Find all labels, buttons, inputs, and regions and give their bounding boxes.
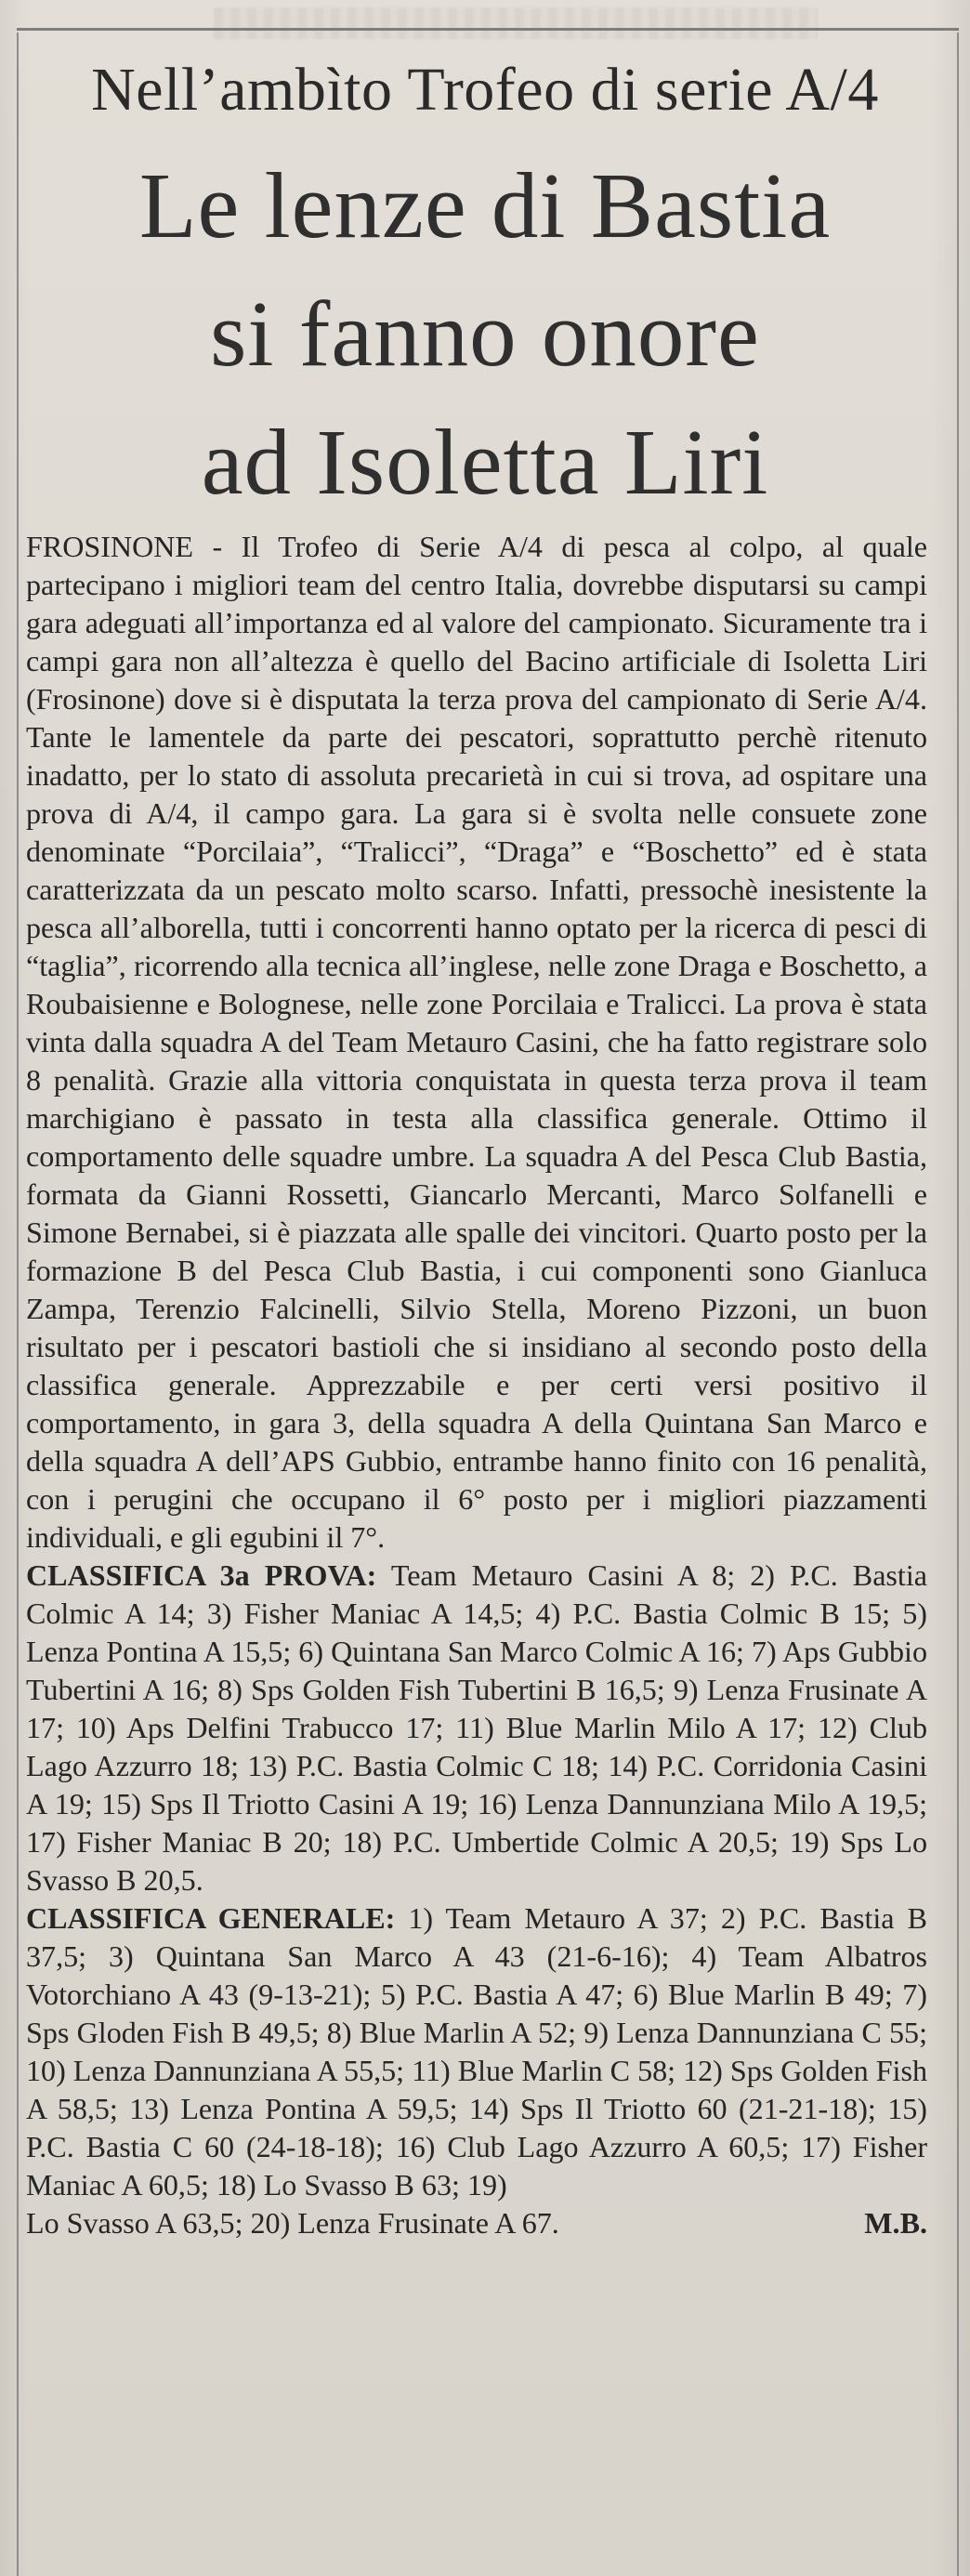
author-signature: M.B. <box>864 2206 927 2240</box>
final-line <box>26 2204 927 2242</box>
classifica-prova-label: CLASSIFICA 3a PROVA: <box>26 1558 377 1592</box>
headline-line-1: Le lenze di Bastia <box>138 153 832 257</box>
article-paragraph: FROSINONE - Il Trofeo di Serie A/4 di pesca al colpo, al quale partecipano i migliori team del centro Italia, dovrebbe disputarsi su campi gara adeguati all’importanza ed al valore del campionato. Sicuramente tra i campi gara non all’altezza è quello del Bacino artificiale di Isoletta Liri (Frosinone) dove si è disputata la terza prova del campionato di Serie A/4. Tante le lamentele da parte dei pescatori, soprattutto perchè ritenuto inadatto, per lo stato di assoluta precarietà in cui si trova, ad ospitare una prova di A/4, il campo gara. La gara si è svolta nelle consuete zone denominate “Porcilaia”, “Tralicci”, “Draga” e “Boschetto” ed è stata caratterizzata da un pescato molto scarso. Infatti, pressochè inesistente la pesca all’alborella, tutti i concorrenti hanno optato per la ricerca di pesci di “taglia”, ricorrendo alla tecnica all’inglese, nelle zone Draga e Boschetto, a Roubaisienne e Bolognese, nelle zone Porcilaia e Tralicci. La prova è stata vinta dalla squadra A del Team Metauro Casini, che ha fatto registrare solo 8 penalità. Grazie alla vittoria conquistata in questa terza prova il team marchigiano è passato in testa alla classifica generale. Ottimo il comportamento delle squadre umbre. La squadra A del Pesca Club Bastia, formata da Gianni Rossetti, Giancarlo Mercanti, Marco Solfanelli e Simone Bernabei, si è piazzata alle spalle dei vincitori. Quarto posto per la formazione B del Pesca Club Bastia, i cui componenti sono Gianluca Zampa, Terenzio Falcinelli, Silvio Stella, Moreno Pizzoni, un buon risultato per i pescatori bastioli che si insidiano al secondo posto della classifica generale. Apprezzabile e per certi versi positivo il comportamento, in gara 3, della squadra A della Quintana San Marco e della squadra A dell’APS Gubbio, entrambe hanno finito con 16 penalità, con i perugini che occupano il 6° posto per i migliori piazzamenti individuali, e gli egubini il 7°. <box>26 530 927 1554</box>
classifica-prova-text: Team Metauro Casini A 8; 2) P.C. Bastia Colmic A 14; 3) Fisher Maniac A 14,5; 4) P.C. Bastia Colmic B 15; 5) Lenza Pontina A 15,5; 6) Quintana San Marco Colmic A 16; 7) Aps Gubbio Tubertini A 16; 8) Sps Golden Fish Tubertini B 16,5; 9) Lenza Frusinate A 17; 10) Aps Delfini Trabucco 17; 11) Blue Marlin Milo A 17; 12) Club Lago Azzurro 18; 13) P.C. Bastia Colmic C 18; 14) P.C. Corridonia Casini A 19; 15) Sps Il Triotto Casini A 19; 16) Lenza Dannunziana Milo A 19,5; 17) Fisher Maniac B 20; 18) P.C. Umbertide Colmic A 20,5; 19) Sps Lo Svasso B 20,5. <box>26 1558 927 1897</box>
kicker: Nell’ambìto Trofeo di serie A/4 <box>91 56 879 124</box>
print-bleed <box>214 7 818 39</box>
classifica-prova <box>26 1557 927 1899</box>
article-body <box>26 528 927 2242</box>
classifica-generale <box>26 1899 927 2204</box>
top-rule <box>17 28 959 31</box>
left-column-rule <box>17 33 19 2576</box>
headline-line-2: si fanno onore <box>210 282 760 386</box>
right-column-rule <box>957 33 959 2576</box>
classifica-generale-label: CLASSIFICA GENERALE: <box>26 1901 396 1935</box>
final-ranking-text: Lo Svasso A 63,5; 20) Lenza Frusinate A 67. <box>26 2206 559 2240</box>
headline <box>37 141 933 526</box>
classifica-generale-text: 1) Team Metauro A 37; 2) P.C. Bastia B 37,5; 3) Quintana San Marco A 43 (21-6-16); 4) Team Albatros Votorchiano A 43 (9-13-21); 5) P.C. Bastia A 47; 6) Blue Marlin B 49; 7) Sps Gloden Fish B 49,5; 8) Blue Marlin A 52; 9) Lenza Dannunziana C 55; 10) Lenza Dannunziana A 55,5; 11) Blue Marlin C 58; 12) Sps Golden Fish A 58,5; 13) Lenza Pontina A 59,5; 14) Sps Il Triotto 60 (21-21-18); 15) P.C. Bastia C 60 (24-18-18); 16) Club Lago Azzurro A 60,5; 17) Fisher Maniac A 60,5; 18) Lo Svasso B 63; 19) <box>26 1901 927 2201</box>
headline-line-3: ad Isoletta Liri <box>201 410 769 514</box>
